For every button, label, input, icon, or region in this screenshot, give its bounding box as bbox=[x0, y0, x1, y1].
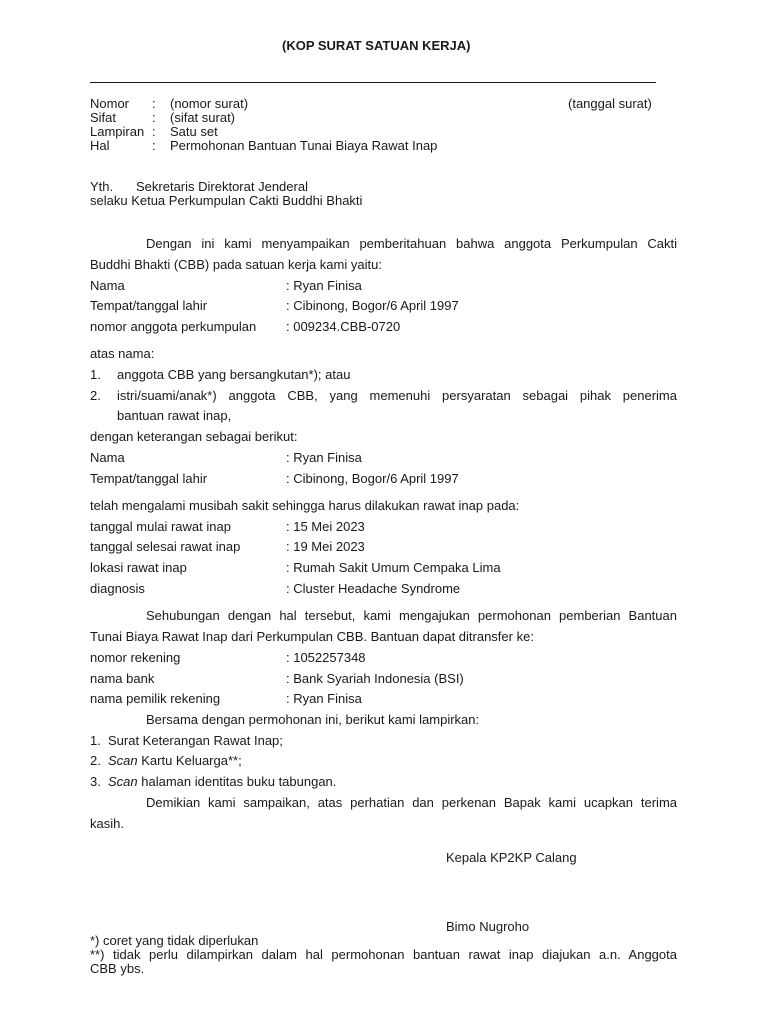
penutup-line-1: Demikian kami sampaikan, atas perhatian dan perkenan Bapak kami ucapkan terima bbox=[146, 795, 677, 810]
lampiran-item-1-number: 1. bbox=[90, 733, 101, 748]
member-ttl-value: : Cibinong, Bogor/6 April 1997 bbox=[286, 298, 459, 313]
lampiran-item-3-scan: Scan bbox=[108, 774, 138, 789]
header-divider bbox=[90, 82, 656, 83]
member-nomor-label: nomor anggota perkumpulan bbox=[90, 319, 257, 334]
keterangan-label: dengan keterangan sebagai berikut: bbox=[90, 429, 298, 444]
member-nama-label: Nama bbox=[90, 278, 125, 293]
nomor-label: Nomor bbox=[90, 96, 130, 111]
pemilik-value: : Ryan Finisa bbox=[286, 691, 362, 706]
permohonan-line-2: Tunai Biaya Rawat Inap dari Perkumpulan CBB. Bantuan dapat ditransfer ke: bbox=[90, 629, 534, 644]
lampiran-item-2-scan: Scan bbox=[108, 753, 138, 768]
address-line-1: Sekretaris Direktorat Jenderal bbox=[136, 179, 308, 194]
rekening-label: nomor rekening bbox=[90, 650, 181, 665]
pemilik-label: nama pemilik rekening bbox=[90, 691, 221, 706]
lampiran-item-3 bbox=[108, 775, 336, 789]
bank-value: : Bank Syariah Indonesia (BSI) bbox=[286, 671, 464, 686]
selesai-label: tanggal selesai rawat inap bbox=[90, 539, 241, 554]
patient-nama-label: Nama bbox=[90, 450, 125, 465]
atas-nama-item-2-line-1: istri/suami/anak*) anggota CBB, yang memenuhi persyaratan sebagai pihak penerima bbox=[117, 388, 677, 403]
sifat-label: Sifat bbox=[90, 110, 117, 125]
lampiran-item-2 bbox=[108, 754, 242, 768]
footnote-2-line-1: **) tidak perlu dilampirkan dalam hal permohonan bantuan rawat inap diajukan a.n. Anggota bbox=[90, 947, 677, 962]
diagnosis-value: : Cluster Headache Syndrome bbox=[286, 581, 461, 596]
lampiran-item-2-number: 2. bbox=[90, 753, 101, 768]
atas-nama-item-1: anggota CBB yang bersangkutan*); atau bbox=[117, 367, 351, 382]
footnote-2-line-2: CBB ybs. bbox=[90, 961, 145, 976]
lampiran-item-3-rest: halaman identitas buku tabungan. bbox=[137, 774, 337, 789]
sifat-value: (sifat surat) bbox=[170, 110, 236, 125]
musibah-intro: telah mengalami musibah sakit sehingga harus dilakukan rawat inap pada: bbox=[90, 498, 520, 513]
atas-nama-label: atas nama: bbox=[90, 346, 155, 361]
rekening-value: : 1052257348 bbox=[286, 650, 366, 665]
lampiran-item-1: Surat Keterangan Rawat Inap; bbox=[108, 733, 283, 748]
lampiran-value: Satu set bbox=[170, 124, 218, 139]
address-line-2: selaku Ketua Perkumpulan Cakti Buddhi Bhakti bbox=[90, 193, 363, 208]
intro-line-1: Dengan ini kami menyampaikan pemberitahuan bahwa anggota Perkumpulan Cakti bbox=[146, 236, 677, 251]
mulai-label: tanggal mulai rawat inap bbox=[90, 519, 231, 534]
nomor-value: (nomor surat) bbox=[170, 96, 249, 111]
hal-label: Hal bbox=[90, 138, 110, 153]
diagnosis-label: diagnosis bbox=[90, 581, 145, 596]
tanggal-surat: (tanggal surat) bbox=[568, 96, 652, 111]
hal-colon: : bbox=[152, 138, 156, 153]
nomor-colon: : bbox=[152, 96, 156, 111]
member-nomor-value: : 009234.CBB-0720 bbox=[286, 319, 401, 334]
sifat-colon: : bbox=[152, 110, 156, 125]
lokasi-value: : Rumah Sakit Umum Cempaka Lima bbox=[286, 560, 501, 575]
atas-nama-item-1-number: 1. bbox=[90, 367, 101, 382]
hal-value: Permohonan Bantuan Tunai Biaya Rawat Inap bbox=[170, 138, 438, 153]
lampiran-item-2-rest: Kartu Keluarga**; bbox=[137, 753, 242, 768]
lampiran-colon: : bbox=[152, 124, 156, 139]
patient-ttl-label: Tempat/tanggal lahir bbox=[90, 471, 208, 486]
lampiran-intro: Bersama dengan permohonan ini, berikut kami lampirkan: bbox=[146, 712, 480, 727]
penutup-line-2: kasih. bbox=[90, 816, 124, 831]
footnote-1: *) coret yang tidak diperlukan bbox=[90, 933, 259, 948]
mulai-value: : 15 Mei 2023 bbox=[286, 519, 365, 534]
lampiran-label: Lampiran bbox=[90, 124, 145, 139]
lampiran-item-3-number: 3. bbox=[90, 774, 101, 789]
member-nama-value: : Ryan Finisa bbox=[286, 278, 362, 293]
patient-ttl-value: : Cibinong, Bogor/6 April 1997 bbox=[286, 471, 459, 486]
selesai-value: : 19 Mei 2023 bbox=[286, 539, 365, 554]
signature-jabatan: Kepala KP2KP Calang bbox=[446, 850, 577, 865]
bank-label: nama bank bbox=[90, 671, 155, 686]
kop-surat-title: (KOP SURAT SATUAN KERJA) bbox=[282, 38, 471, 53]
atas-nama-item-2-line-2: bantuan rawat inap, bbox=[117, 408, 232, 423]
lokasi-label: lokasi rawat inap bbox=[90, 560, 187, 575]
member-ttl-label: Tempat/tanggal lahir bbox=[90, 298, 208, 313]
patient-nama-value: : Ryan Finisa bbox=[286, 450, 362, 465]
yth-label: Yth. bbox=[90, 179, 114, 194]
signature-nama: Bimo Nugroho bbox=[446, 919, 530, 934]
atas-nama-item-2-number: 2. bbox=[90, 388, 101, 403]
intro-line-2: Buddhi Bhakti (CBB) pada satuan kerja kami yaitu: bbox=[90, 257, 382, 272]
permohonan-line-1: Sehubungan dengan hal tersebut, kami mengajukan permohonan pemberian Bantuan bbox=[146, 608, 677, 623]
